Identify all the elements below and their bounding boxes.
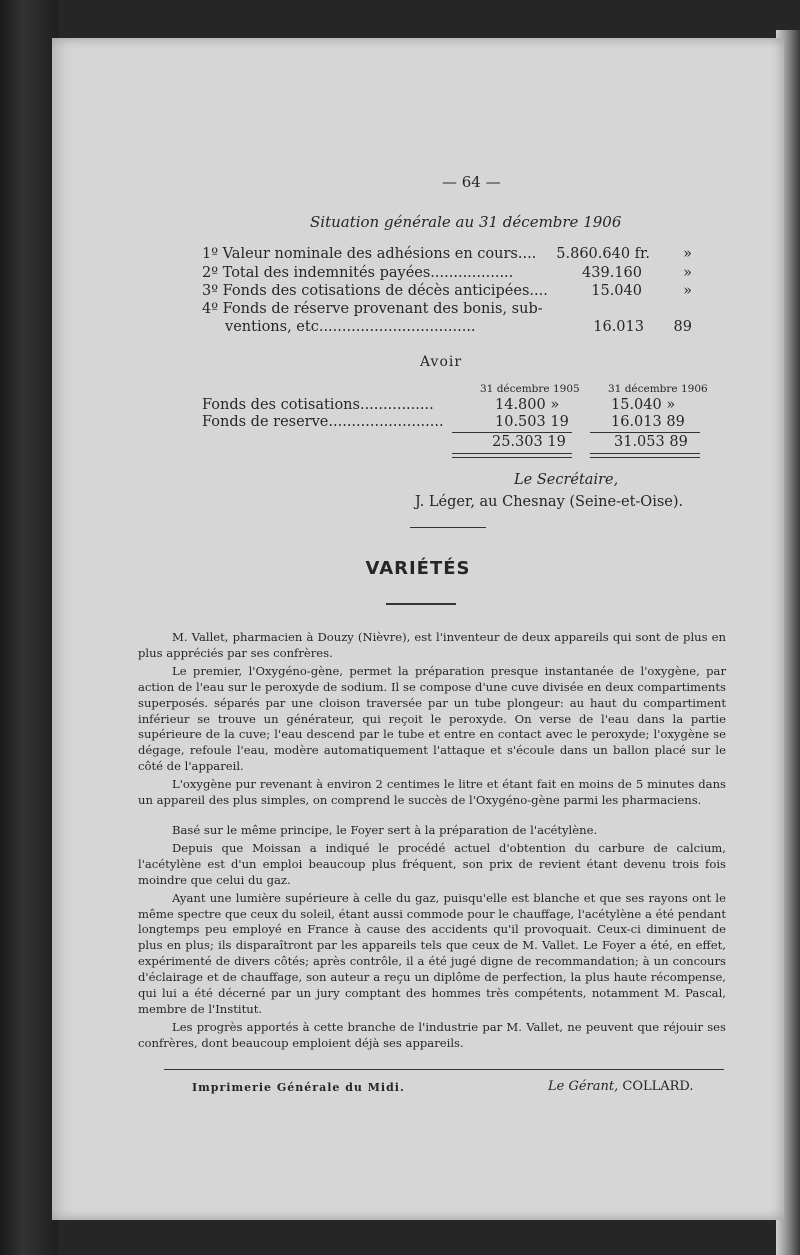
line-label: 4º Fonds de réserve provenant des bonis, sub- (202, 301, 543, 317)
paragraph-4: Basé sur le même principe, le Foyer sert à la préparation de l'acétylène. (172, 822, 598, 837)
total-double-rule-1905 (452, 453, 572, 458)
avoir-total-1905: 25.303 19 (492, 434, 566, 450)
paragraph-2: Le premier, l'Oxygéno-gène, permet la préparation presque instantanée de l'oxygène, par action de l'eau sur le peroxyde de sodium. Il se compose d'une cuve divisée en deux compartiments superposés. séparés par une cloison traversée par un tube plongeur: au haut du compartiment inférieur se trouve un générateur, qui reçoit le peroxyde. On verse de l'eau dans la partie supérieure de la cuve; l'eau descend par le tube et entre en contact avec le peroxyde; l'oxygène se dégage, refoule l'eau, modère automatiquement l'attaque et s'écoule dans un ballon placé sur le côté de l'appareil. (138, 663, 726, 774)
avoir-total-1906: 31.053 89 (614, 434, 688, 450)
paragraph-3: L'oxygène pur revenant à environ 2 centimes le litre et étant fait en moins de 5 minutes dans un appareil des plus simples, on comprend le succès de l'Oxygéno-gène parmi les pharmaciens. (138, 777, 726, 808)
article-body (138, 630, 726, 1052)
line-tail: 89 (673, 319, 692, 335)
avoir-label: Fonds des cotisations................ (202, 397, 434, 413)
line-label: 3º Fonds des cotisations de décès anticipées.... (202, 283, 548, 299)
section-underline (386, 603, 456, 605)
line-tail: » (683, 246, 692, 262)
total-double-rule-1906 (590, 453, 700, 458)
avoir-value-1906: 16.013 89 (611, 414, 685, 430)
page-number: — 64 — (442, 173, 501, 191)
book-binding (0, 0, 58, 1255)
line-tail: » (683, 265, 692, 281)
footer-printer: Imprimerie Générale du Midi. (192, 1081, 405, 1094)
subtotal-rule-1905 (452, 432, 572, 433)
separator-rule (410, 527, 486, 528)
line-tail: » (683, 283, 692, 299)
footer-manager-label: Le Gérant, (548, 1079, 619, 1094)
line-label: ventions, etc.................................. (225, 319, 476, 335)
line-amount: 15.040 (591, 283, 642, 299)
line-label: 2º Total des indemnités payées.................. (202, 265, 514, 281)
situation-title (310, 213, 621, 231)
paragraph-6: Ayant une lumière supérieure à celle du gaz, puisqu'elle est blanche et que ses rayons ont le même spectre que ceux du soleil, étant aussi commode pour le chauffage, l'acétylène a été pendant longtemps peu employé en France à cause des accidents qu'il provoquait. Ceux-ci diminuent de plus en plus; ils disparaîtront par les appareils tels que ceux de M. Vallet. Le Foyer a été, en effet, expérimenté de divers côtés; après contrôle, il a été jugé digne de recommandation; à un concours d'éclairage et de chauffage, son auteur a reçu un diplôme de perfection, la plus haute récompense, qui lui a été décerné par un jury comptant des hommes très compétents, notamment M. Pascal, membre de l'Institut. (138, 890, 726, 1016)
paragraph-7: Les progrès apportés à cette branche de l'industrie par M. Vallet, ne peuvent que réjouir ses confrères, dont beaucoup emploient déjà ses appareils. (138, 1019, 726, 1050)
line-amount: 439.160 (582, 265, 642, 281)
line-amount: 5.860.640 fr. (556, 246, 650, 262)
avoir-label: Fonds de reserve......................... (202, 414, 444, 430)
avoir-value-1906: 15.040 » (611, 397, 676, 413)
line-amount: 16.013 (593, 319, 644, 335)
avoir-value-1905: 10.503 19 (495, 414, 569, 430)
situation-title-date: 31 décembre 1906 (478, 213, 622, 231)
paragraph-5: Depuis que Moissan a indiqué le procédé actuel d'obtention du carbure de calcium, l'acétylène est d'un emploi beaucoup plus fréquent, son prix de revient étant devenu trois fois moindre que celui du gaz. (138, 840, 726, 887)
signature-role: Le Secrétaire, (514, 472, 619, 488)
avoir-value-1905: 14.800 » (495, 397, 560, 413)
document-page (52, 38, 784, 1220)
signature-name: J. Léger, au Chesnay (Seine-et-Oise). (415, 494, 684, 510)
footer-manager (548, 1079, 694, 1094)
line-label: 1º Valeur nominale des adhésions en cours.... (202, 246, 537, 262)
situation-title-text: Situation générale au (310, 213, 475, 231)
footer-manager-name: COLLARD. (622, 1079, 694, 1094)
footer-rule (164, 1069, 724, 1070)
section-title: VARIÉTÉS (365, 558, 471, 579)
avoir-title: Avoir (420, 354, 463, 370)
paragraph-1: M. Vallet, pharmacien à Douzy (Nièvre), est l'inventeur de deux appareils qui sont de plus en plus appréciés par ses confrères. (138, 630, 726, 660)
subtotal-rule-1906 (590, 432, 700, 433)
avoir-col-1905: 31 décembre 1905 (480, 383, 580, 395)
avoir-col-1906: 31 décembre 1906 (608, 383, 708, 395)
